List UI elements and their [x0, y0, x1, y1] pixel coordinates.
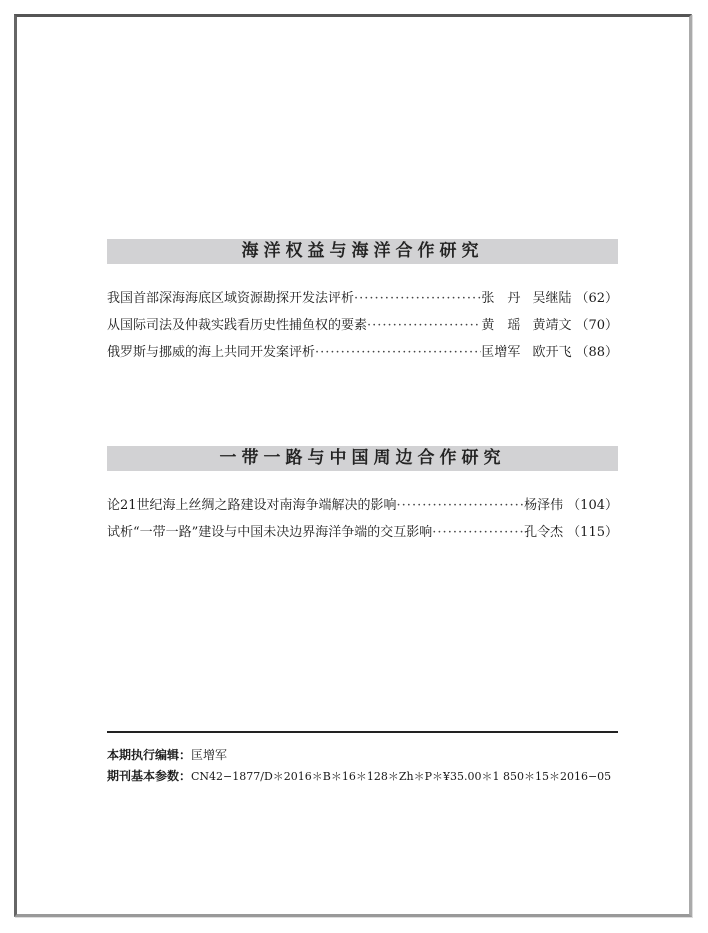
leader-dots: [315, 339, 481, 366]
entry-title: 试析“一带一路”建设与中国未决边界海洋争端的交互影响: [107, 525, 433, 540]
entry-authors: 孔令杰: [524, 525, 564, 540]
toc-entry[interactable]: [107, 312, 618, 339]
leader-dots: [397, 492, 525, 519]
leader-dots: [367, 312, 481, 339]
section-heading-maritime-rights: 海洋权益与海洋合作研究: [107, 239, 618, 264]
editor-label: 本期执行编辑：: [107, 748, 192, 762]
footer-divider: [107, 731, 618, 733]
entry-authors: 匡增军 欧开飞: [481, 345, 572, 360]
toc-entry[interactable]: [107, 519, 618, 546]
toc-list-belt-and-road: [107, 492, 618, 546]
toc-entry[interactable]: [107, 339, 618, 366]
journal-params-line: [107, 767, 611, 784]
entry-page: （115）: [567, 525, 618, 540]
entry-title: 我国首部深海海底区域资源勘探开发法评析: [107, 291, 355, 306]
toc-entry[interactable]: [107, 285, 618, 312]
entry-page: （88）: [575, 345, 618, 360]
toc-list-maritime-rights: [107, 285, 618, 366]
entry-page: （104）: [567, 498, 618, 513]
editor-value: 匡增军: [191, 748, 228, 762]
leader-dots: [432, 519, 524, 546]
entry-authors: 张 丹 吴继陆: [481, 291, 572, 306]
params-value: CN42−1877/D＊2016＊B＊16＊128＊Zh＊P＊¥35.00＊1 850＊15＊2016−05: [191, 770, 612, 783]
section-heading-belt-and-road: 一带一路与中国周边合作研究: [107, 446, 618, 471]
entry-authors: 杨泽伟: [524, 498, 564, 513]
params-label: 期刊基本参数：: [107, 769, 192, 783]
entry-authors: 黄 瑶 黄靖文: [481, 318, 572, 333]
entry-page: （70）: [575, 318, 618, 333]
entry-title: 从国际司法及仲裁实践看历史性捕鱼权的要素: [107, 318, 368, 333]
toc-entry[interactable]: [107, 492, 618, 519]
entry-title: 论21世纪海上丝绸之路建设对南海争端解决的影响: [107, 498, 397, 513]
leader-dots: [354, 285, 481, 312]
entry-page: （62）: [575, 291, 618, 306]
executive-editor-line: [107, 746, 227, 763]
entry-title: 俄罗斯与挪威的海上共同开发案评析: [107, 345, 316, 360]
